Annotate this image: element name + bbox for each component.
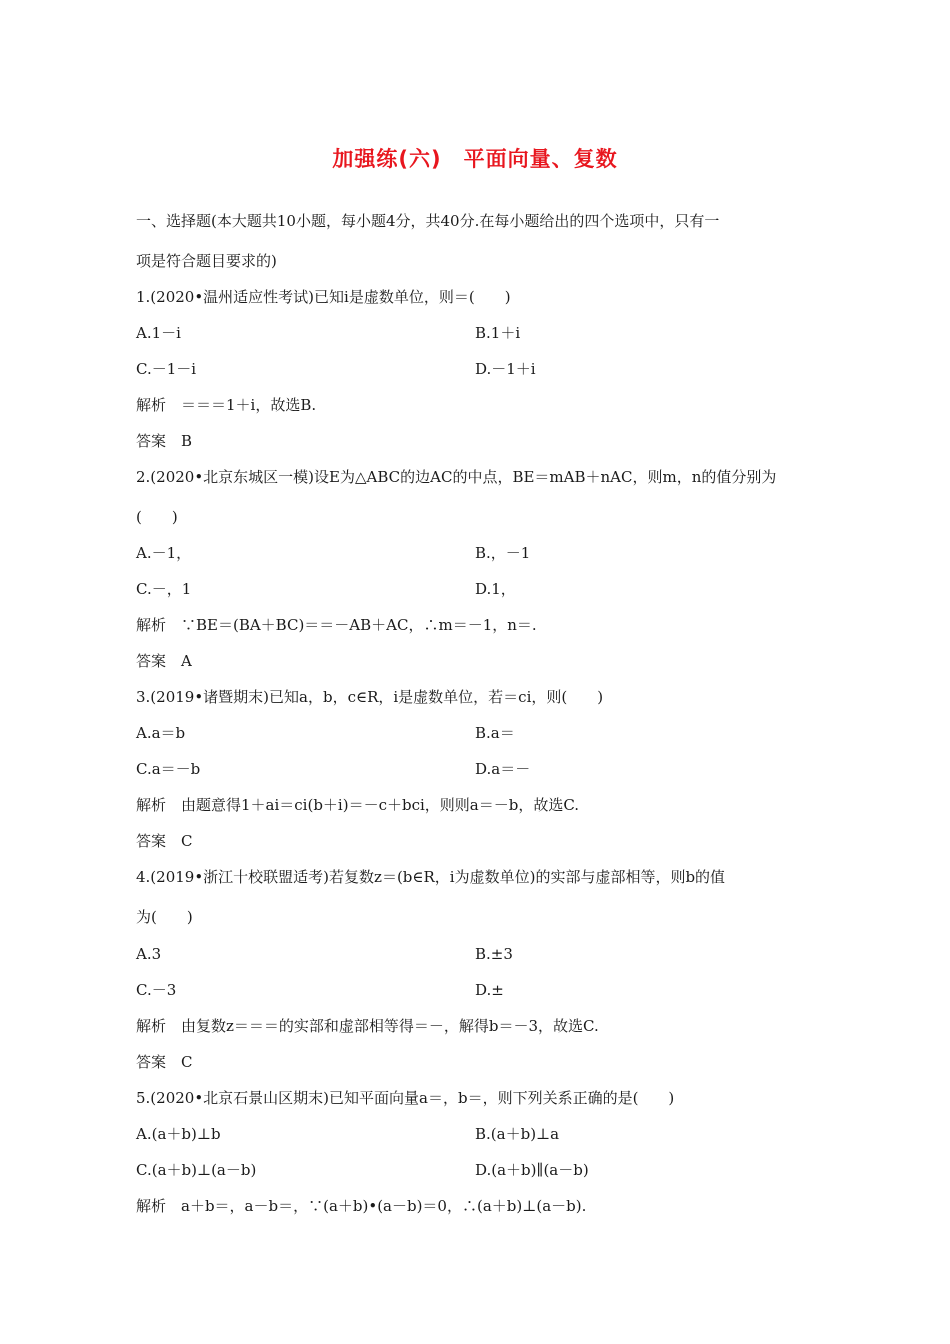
q4-stem-line2: 为( ) [136, 908, 193, 926]
q4-option-b: B.±3 [475, 945, 513, 963]
q3-option-b: B.a＝ [475, 724, 515, 742]
q3-option-a: A.a＝b [136, 724, 186, 742]
q2-stem-line1: 2.(2020•北京东城区一模)设E为△ABC的边AC的中点，BE＝mAB＋nAC，则m，n的值分别为 [136, 468, 777, 486]
q2-option-a: A.－1， [136, 544, 192, 562]
q3-stem: 3.(2019•诸暨期末)已知a，b，c∈R，i是虚数单位，若＝ci，则( ) [136, 688, 604, 706]
q3-option-d: D.a＝－ [475, 760, 531, 778]
q2-answer: 答案 A [136, 652, 192, 670]
q5-option-c: C.(a＋b)⊥(a－b) [136, 1161, 257, 1179]
q3-option-c: C.a＝－b [136, 760, 201, 778]
q2-analysis: 解析 ∵BE＝(BA＋BC)＝＝－AB＋AC，∴m＝－1，n＝. [136, 616, 537, 634]
q1-option-c: C.－1－i [136, 360, 197, 378]
q4-option-a: A.3 [136, 945, 162, 963]
q2-stem-line2: ( ) [136, 508, 178, 526]
q5-analysis: 解析 a＋b＝，a－b＝，∵(a＋b)•(a－b)＝0，∴(a＋b)⊥(a－b). [136, 1197, 587, 1215]
q1-option-a: A.1－i [136, 324, 181, 342]
section-instruction-line1: 一、选择题(本大题共10小题，每小题4分，共40分.在每小题给出的四个选项中，只有一 [136, 212, 720, 230]
q1-answer: 答案 B [136, 432, 193, 450]
q5-option-d: D.(a＋b)∥(a－b) [475, 1161, 589, 1179]
q5-stem: 5.(2020•北京石景山区期末)已知平面向量a＝，b＝，则下列关系正确的是( ) [136, 1089, 675, 1107]
q4-stem-line1: 4.(2019•浙江十校联盟适考)若复数z＝(b∈R，i为虚数单位)的实部与虚部相等，则b的值 [136, 868, 726, 886]
q2-option-c: C.－，1 [136, 580, 192, 598]
q5-option-a: A.(a＋b)⊥b [136, 1125, 221, 1143]
q2-option-b: B.，－1 [475, 544, 531, 562]
section-instruction-line2: 项是符合题目要求的) [136, 252, 277, 270]
q1-option-b: B.1＋i [475, 324, 521, 342]
q4-analysis: 解析 由复数z＝＝＝的实部和虚部相等得＝－，解得b＝－3，故选C. [136, 1017, 599, 1035]
q2-option-d: D.1， [475, 580, 516, 598]
q4-option-c: C.－3 [136, 981, 177, 999]
q3-analysis: 解析 由题意得1＋ai＝ci(b＋i)＝－c＋bci，则则a＝－b，故选C. [136, 796, 580, 814]
page-title: 加强练(六) 平面向量、复数 [332, 147, 618, 171]
q5-option-b: B.(a＋b)⊥a [475, 1125, 560, 1143]
q1-stem: 1.(2020•温州适应性考试)已知i是虚数单位，则＝( ) [136, 288, 511, 306]
q4-option-d: D.± [475, 981, 504, 999]
q1-analysis: 解析 ＝＝＝1＋i，故选B. [136, 396, 317, 414]
q1-option-d: D.－1＋i [475, 360, 536, 378]
q3-answer: 答案 C [136, 832, 193, 850]
q4-answer: 答案 C [136, 1053, 193, 1071]
